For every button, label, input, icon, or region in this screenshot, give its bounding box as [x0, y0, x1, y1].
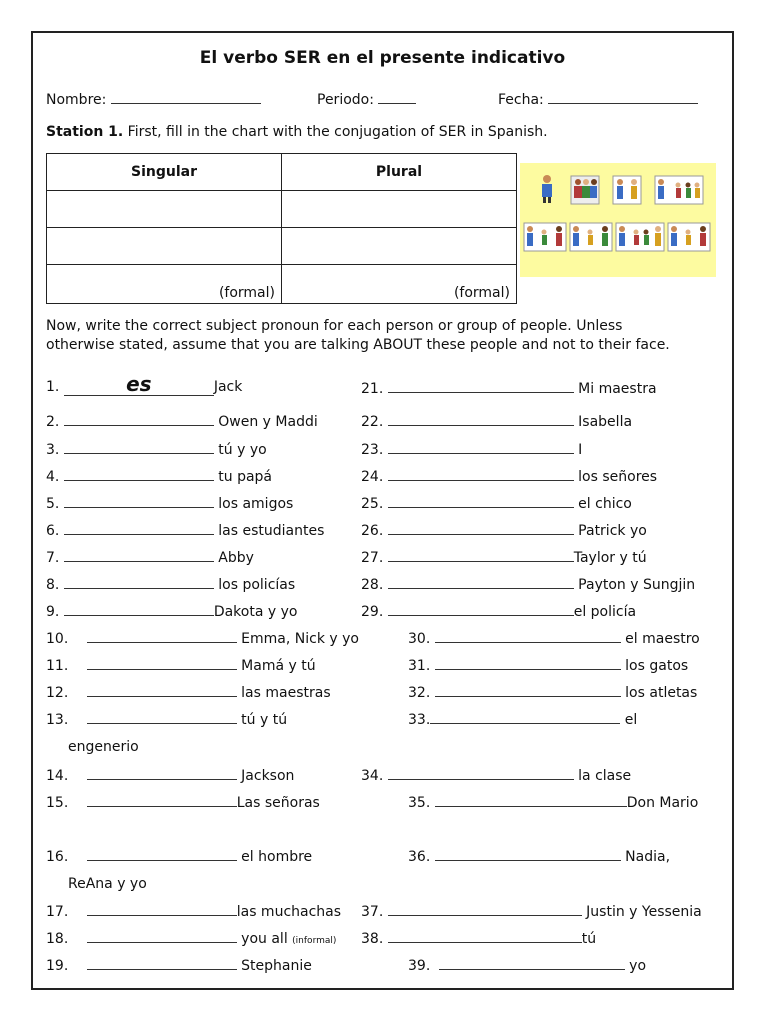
item-number: 26. [361, 523, 384, 539]
list-item [46, 522, 324, 539]
list-item [46, 576, 295, 593]
worksheet-page [31, 31, 734, 990]
item-subject: los atletas [625, 685, 698, 701]
item-number: 16. [46, 849, 69, 865]
answer-blank[interactable] [64, 441, 214, 454]
item-subject-continued: ReAna y yo [68, 876, 147, 892]
item-number: 33. [408, 712, 431, 728]
periodo-blank[interactable] [378, 91, 416, 104]
item-number: 32. [408, 685, 431, 701]
item-subject: tú y tú [241, 712, 288, 728]
answer-blank[interactable] [64, 372, 214, 396]
list-item [46, 794, 320, 811]
chart-cell[interactable] [282, 191, 517, 228]
item-number: 38. [361, 931, 384, 947]
list-item [408, 657, 688, 674]
formal-label: (formal) [218, 285, 275, 301]
list-item [361, 767, 631, 784]
item-number: 15. [46, 795, 69, 811]
item-subject: Las señoras [236, 795, 320, 811]
item-subject: el [624, 712, 638, 728]
item-subject: tu papá [218, 469, 273, 485]
list-item [46, 657, 316, 674]
fecha-blank[interactable] [548, 91, 698, 104]
item-number: 21. [361, 381, 384, 397]
formal-label: (formal) [453, 285, 510, 301]
item-subject: Owen y Maddi [218, 414, 318, 430]
item-number: 34. [361, 768, 384, 784]
answer-blank[interactable] [388, 441, 574, 454]
item-number: 10. [46, 631, 69, 647]
item-subject: el maestro [625, 631, 700, 647]
item-subject: Payton y Sungjin [578, 577, 696, 593]
item-number: 1. [46, 379, 60, 395]
talking-figure [524, 223, 566, 251]
pronoun-pictures [520, 163, 716, 277]
item-number: 13. [46, 712, 69, 728]
list-item [46, 413, 318, 430]
talking-figure [668, 223, 710, 251]
item-number: 22. [361, 414, 384, 430]
nombre-blank[interactable] [111, 91, 261, 104]
chart-cell-formal-plural[interactable] [282, 265, 517, 304]
item-subject: Dakota y yo [213, 604, 298, 620]
answer-blank[interactable] [87, 848, 237, 861]
list-item [46, 603, 297, 620]
list-item [361, 522, 647, 539]
chart-cell[interactable] [47, 228, 282, 265]
answer-blank[interactable] [388, 495, 574, 508]
item-subject: el chico [578, 496, 632, 512]
item-subject: tú [581, 931, 597, 947]
item-number: 37. [361, 904, 384, 920]
item-number: 27. [361, 550, 384, 566]
answer-blank[interactable] [388, 549, 574, 562]
answer-blank[interactable] [64, 549, 214, 562]
item-number: 11. [46, 658, 69, 674]
fecha-label: Fecha: [498, 92, 544, 108]
item-number: 7. [46, 550, 60, 566]
item-subject: los señores [578, 469, 658, 485]
list-item [408, 794, 698, 811]
item-number: 18. [46, 931, 69, 947]
item-number: 23. [361, 442, 384, 458]
list-item [408, 848, 670, 865]
list-item [46, 372, 243, 396]
item-subject-continued: engenerio [68, 739, 139, 755]
answer-blank[interactable] [87, 957, 237, 970]
answer-blank[interactable] [435, 684, 621, 697]
item-subject: tú y yo [218, 442, 267, 458]
periodo-field [317, 91, 416, 108]
station-text: First, fill in the chart with the conjugation of SER in Spanish. [123, 124, 548, 140]
list-item [361, 413, 632, 430]
item-number: 29. [361, 604, 384, 620]
chart-cell-formal-singular[interactable] [47, 265, 282, 304]
item-number: 25. [361, 496, 384, 512]
item-subject: los policías [218, 577, 296, 593]
people-figures-image [520, 163, 716, 277]
item-number: 39. [408, 958, 431, 974]
station-label: Station 1. [46, 124, 124, 140]
list-item [361, 549, 647, 566]
list-item [46, 930, 336, 947]
answer-blank[interactable] [388, 413, 574, 426]
list-item [46, 848, 312, 865]
list-item [361, 495, 632, 512]
instructions-line-2: otherwise stated, assume that you are talking ABOUT these people and not to their face. [46, 337, 670, 353]
list-item [46, 468, 272, 485]
singular-header: Singular [47, 154, 282, 191]
answer-blank[interactable] [87, 684, 237, 697]
item-subject: las estudiantes [218, 523, 325, 539]
nombre-label: Nombre: [46, 92, 107, 108]
answer-blank[interactable] [87, 930, 237, 943]
item-number: 12. [46, 685, 69, 701]
answer-blank[interactable] [388, 903, 582, 916]
answer-blank[interactable] [64, 603, 214, 616]
item-subject: las muchachas [236, 904, 342, 920]
talking-figure [570, 223, 612, 251]
item-number: 36. [408, 849, 431, 865]
item-number: 17. [46, 904, 69, 920]
item-subject: Stephanie [241, 958, 312, 974]
answer-blank[interactable] [388, 767, 574, 780]
periodo-label: Periodo: [317, 92, 374, 108]
item-subject: Jackson [241, 768, 295, 784]
item-subject: Emma, Nick y yo [241, 631, 359, 647]
answer-blank[interactable] [435, 630, 621, 643]
item-subject: las maestras [241, 685, 331, 701]
item-subject: Jack [213, 379, 243, 395]
two-people-figure [613, 176, 641, 204]
answer-blank[interactable] [64, 468, 214, 481]
item-subject: you all [241, 931, 288, 947]
item-subject: yo [629, 958, 647, 974]
answer-blank[interactable] [388, 380, 574, 393]
list-item [46, 549, 254, 566]
instructions-line-1: Now, write the correct subject pronoun for each person or group of people. Unless [46, 318, 623, 334]
list-item [361, 903, 702, 920]
list-item [361, 441, 582, 458]
list-item [46, 630, 359, 647]
item-subject: Don Mario [626, 795, 699, 811]
list-item [361, 380, 657, 397]
item-number: 9. [46, 604, 60, 620]
list-item [46, 903, 341, 920]
item-number: 3. [46, 442, 60, 458]
list-item [46, 495, 293, 512]
item-subject: Nadia, [625, 849, 671, 865]
answer-blank[interactable] [64, 576, 214, 589]
answer-blank[interactable] [87, 711, 237, 724]
fecha-field [498, 91, 698, 108]
item-subject: la clase [578, 768, 632, 784]
item-subject: los amigos [218, 496, 294, 512]
item-subject: Patrick yo [578, 523, 647, 539]
answer-blank[interactable] [435, 657, 621, 670]
answer-blank[interactable] [388, 603, 574, 616]
answer-blank[interactable] [435, 848, 621, 861]
nombre-field [46, 91, 261, 108]
item-number: 4. [46, 469, 60, 485]
item-number: 2. [46, 414, 60, 430]
answer-blank[interactable] [64, 495, 214, 508]
item-number: 8. [46, 577, 60, 593]
answer-blank[interactable] [388, 522, 574, 535]
item-subject: Mamá y tú [241, 658, 316, 674]
answer-blank[interactable] [87, 767, 237, 780]
list-item [408, 711, 637, 728]
item-number: 14. [46, 768, 69, 784]
item-number: 35. [408, 795, 431, 811]
answer-blank[interactable] [64, 413, 214, 426]
item-number: 6. [46, 523, 60, 539]
item-subject: el hombre [241, 849, 313, 865]
list-item [408, 957, 646, 974]
conjugation-chart [46, 153, 517, 304]
item-number: 5. [46, 496, 60, 512]
list-item [46, 767, 294, 784]
item-subject: el policía [573, 604, 637, 620]
list-item [408, 630, 700, 647]
list-item [46, 684, 331, 701]
item-subject: Justin y Yessenia [586, 904, 702, 920]
talking-figure [616, 223, 664, 251]
item-subject: Abby [218, 550, 254, 566]
station-instruction [46, 124, 548, 140]
chart-cell[interactable] [47, 191, 282, 228]
answer-blank[interactable] [64, 522, 214, 535]
plural-header: Plural [282, 154, 517, 191]
item-subject: Isabella [578, 414, 633, 430]
item-number: 28. [361, 577, 384, 593]
person-figure [542, 175, 552, 203]
item-note: (informal) [292, 936, 337, 946]
answer-blank[interactable] [439, 957, 625, 970]
answer-blank[interactable] [87, 903, 237, 916]
chart-cell[interactable] [282, 228, 517, 265]
example-answer: es [126, 372, 152, 396]
list-item [46, 711, 287, 728]
item-number: 24. [361, 469, 384, 485]
list-item [46, 957, 312, 974]
answer-blank[interactable] [435, 794, 627, 807]
answer-blank[interactable] [430, 711, 620, 724]
item-subject: Mi maestra [578, 381, 657, 397]
item-subject: los gatos [625, 658, 689, 674]
item-number: 19. [46, 958, 69, 974]
item-number: 30. [408, 631, 431, 647]
answer-blank[interactable] [388, 930, 582, 943]
answer-blank[interactable] [87, 630, 237, 643]
answer-blank[interactable] [388, 468, 574, 481]
list-item [361, 576, 695, 593]
list-item [361, 603, 636, 620]
item-number: 31. [408, 658, 431, 674]
answer-blank[interactable] [87, 657, 237, 670]
group-figure [571, 176, 599, 204]
list-item [361, 468, 657, 485]
item-subject: Taylor y tú [573, 550, 647, 566]
answer-blank[interactable] [87, 794, 237, 807]
item-subject: I [578, 442, 583, 458]
list-item [361, 930, 596, 947]
group-figure [655, 176, 703, 204]
worksheet-title: El verbo SER en el presente indicativo [199, 48, 566, 68]
answer-blank[interactable] [388, 576, 574, 589]
list-item [408, 684, 697, 701]
list-item [46, 441, 267, 458]
